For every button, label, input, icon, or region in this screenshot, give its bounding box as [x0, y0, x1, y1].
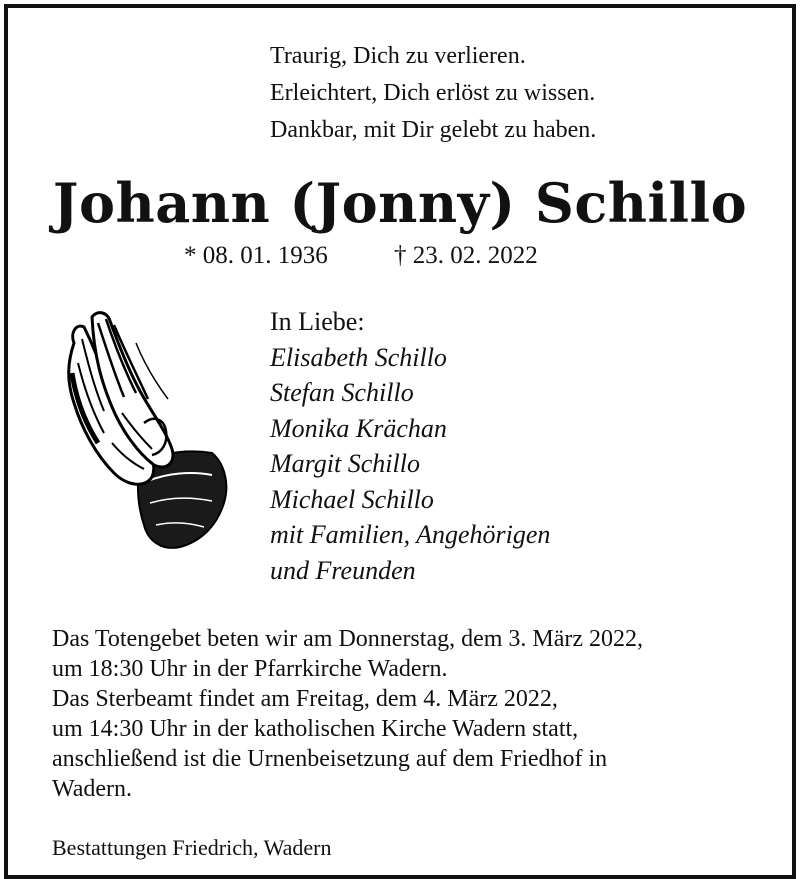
undertaker-credit: Bestattungen Friedrich, Wadern: [52, 835, 332, 860]
death-date: † 23. 02. 2022: [394, 242, 538, 269]
mourner-7: und Freunden: [270, 555, 416, 585]
service-info: [52, 624, 772, 804]
praying-hands-icon: [52, 303, 228, 553]
mourners-intro: In Liebe:: [270, 307, 365, 336]
mourner-1: Elisabeth Schillo: [270, 342, 447, 372]
mourner-3: Monika Krächan: [270, 413, 447, 443]
deceased-name: Johann (Jonny) Schillo: [52, 171, 748, 235]
mourner-2: Stefan Schillo: [270, 378, 414, 407]
mourner-5: Michael Schillo: [270, 484, 434, 514]
info-line-5: anschließend ist die Urnenbeisetzung auf dem Friedhof in: [52, 746, 608, 772]
poem-line-1: Traurig, Dich zu verlieren.: [270, 43, 526, 69]
info-line-4: um 14:30 Uhr in der katholischen Kirche Wadern statt,: [52, 716, 579, 742]
poem-line-2: Erleichtert, Dich erlöst zu wissen.: [270, 80, 596, 106]
info-line-6: Wadern.: [52, 776, 133, 802]
obituary-notice: [4, 4, 796, 879]
mourner-6: mit Familien, Angehörigen: [270, 520, 551, 549]
poem: [270, 38, 596, 149]
poem-line-3: Dankbar, mit Dir gelebt zu haben.: [270, 117, 597, 143]
mourner-4: Margit Schillo: [270, 449, 420, 478]
life-dates: [184, 239, 538, 273]
info-line-2: um 18:30 Uhr in der Pfarrkirche Wadern.: [52, 656, 448, 682]
mourners-block: [270, 304, 550, 588]
birth-date: * 08. 01. 1936: [184, 242, 328, 269]
info-line-1: Das Totengebet beten wir am Donnerstag, dem 3. März 2022,: [52, 626, 644, 652]
info-line-3: Das Sterbeamt findet am Freitag, dem 4. März 2022,: [52, 686, 558, 712]
